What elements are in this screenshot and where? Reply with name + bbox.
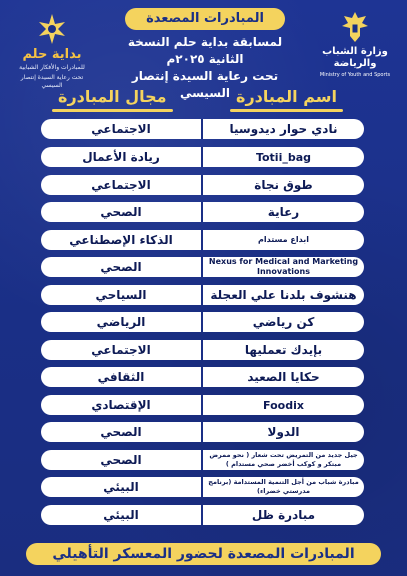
bedayet-helm-logo [10,12,94,89]
table-row [41,395,364,415]
column-header-field-label: مجال المبادرة [58,87,167,106]
row-name: حكايا الصعيد [247,370,320,384]
row-name: رعاية [267,205,300,219]
column-header-name-label: اسم المبادرة [236,87,337,106]
row-field: الصحي [100,425,142,439]
underline [230,109,343,112]
column-headers [0,86,407,112]
logo-sub-line2: تحت رعاية السيدة إنتصار السيسي [20,74,84,89]
row-field: الذكاء الإصطناعي [69,233,173,247]
row-field: البيئي [103,508,139,522]
ministry-english: Ministry of Youth and Sports [319,72,391,78]
row-name: جيل جديد من التمريض تحت شعار ( نحو ممرض مبتكر و كوكب أخضر صحي مستدام ) [209,451,358,468]
table-row [41,285,364,305]
table-row [41,312,364,332]
row-name: مبادرة شباب من أجل التنمية المستدامة (برنامج مدرستي خضراء) [208,478,359,495]
logo-name: بداية حلم [22,47,82,62]
row-field: الصحي [100,453,142,467]
row-name: مبادرة ظل [251,508,316,522]
table-row [41,147,364,167]
table-row [41,175,364,195]
table-row [41,119,364,139]
table-row [41,367,364,387]
logo-sub-line1: للمبادرات والأفكار الشبابية [19,64,85,71]
row-field: ريادة الأعمال [82,150,160,164]
row-name: الدولا [267,425,300,439]
table-row [41,202,364,222]
footer-banner: المبادرات المصعدة لحضور المعسكر التأهيلي [26,543,381,565]
row-name: Totii_bag [255,150,312,164]
row-field: الإقتصادي [91,398,151,412]
column-header-field [58,86,167,108]
table-row [41,450,364,470]
eagle-emblem-icon [340,10,370,44]
star-logo-icon [32,12,72,46]
row-name: نادي حوار ديدوسيا [229,122,338,136]
underline [52,109,173,112]
table-row [41,230,364,250]
row-field: الصحي [100,205,142,219]
row-field: الاجتماعي [91,178,151,192]
row-field: الصحي [100,260,142,274]
table-row [41,257,364,277]
row-name: هنشوف بلدنا علي العجلة [210,288,357,302]
row-field: الاجتماعي [91,343,151,357]
header [0,0,407,110]
row-field: الاجتماعي [91,122,151,136]
column-header-name [236,86,337,108]
table-row [41,422,364,442]
row-field: الثقافي [97,370,145,384]
table-row [41,477,364,497]
ministry-arabic: وزارة الشباب والرياضة [322,46,388,69]
row-name: كن رياضي [252,315,315,329]
row-name: ابداع مستدام [258,235,309,244]
row-name: طوق نجاة [254,178,313,192]
page-title: المبادرات المصعدة [125,8,285,30]
row-field: الرياضي [96,315,146,329]
subtitle-line1: لمسابقة بداية حلم النسخة الثانية ٢٠٢٥م [127,35,283,66]
row-name: بإيدك تعمليها [244,343,323,357]
table-row [41,505,364,525]
row-name: Foodix [263,398,304,412]
ministry-logo [311,10,399,80]
row-field: السياحي [95,288,147,302]
row-field: البيئي [103,480,139,494]
row-name: Nexus for Medical and Marketing Innovations [208,257,359,276]
table-row [41,340,364,360]
subtitle-line2: تحت رعاية السيدة إنتصار السيسي [131,69,279,100]
